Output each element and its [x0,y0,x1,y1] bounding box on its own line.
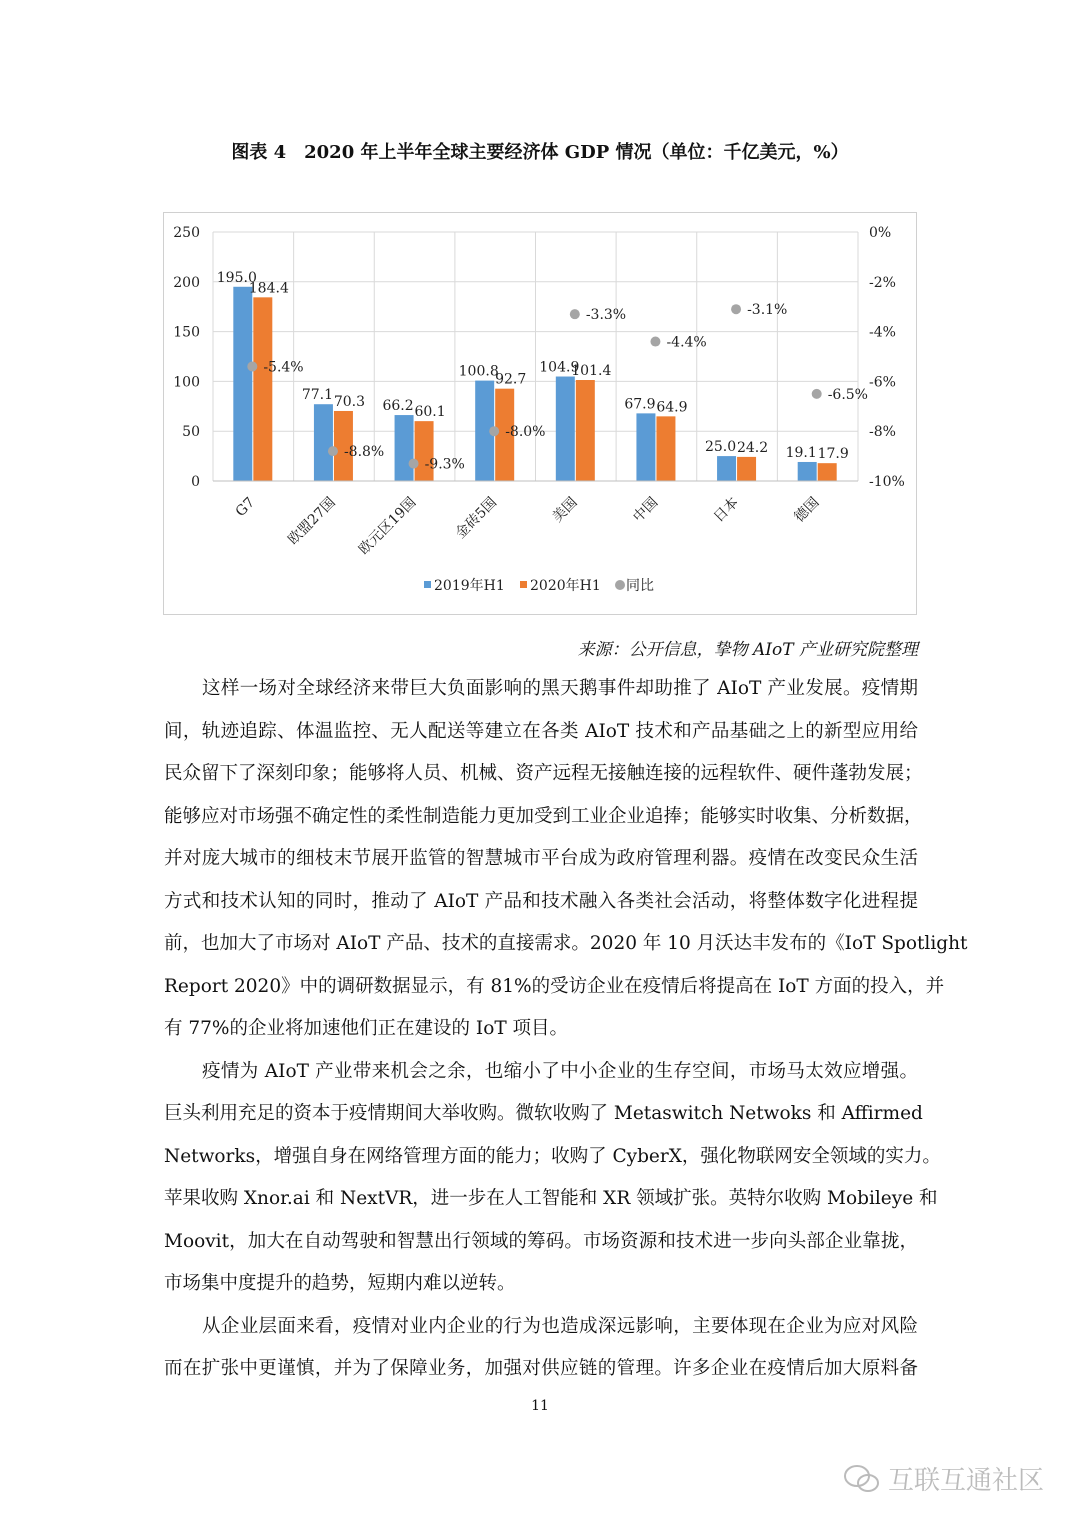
bar-value-label: 60.1 [414,404,446,421]
legend-marker [520,581,527,588]
paragraph-line: 这样一场对全球经济来带巨大负面影响的黑天鹅事件却助推了 AIoT 产业发展。疫情期 [202,678,918,699]
bar-value-label: 100.8 [458,363,499,380]
legend-marker [424,581,431,588]
category-label: 欧盟27国 [285,494,339,549]
yoy-point [650,337,660,347]
bar-value-label: 19.1 [785,444,817,461]
left-tick-label: 200 [173,274,200,291]
paragraph-line: Moovit，加大在自动驾驶和智慧出行领域的筹码。市场资源和技术进一步向头部企业靠拢， [164,1230,918,1252]
category-label: 欧元区19国 [355,494,420,559]
yoy-point [247,361,257,371]
legend-label: 同比 [626,578,654,594]
category-label: 金砖5国 [452,494,501,542]
bar-value-label: 70.3 [333,393,366,410]
yoy-point [328,446,338,456]
yoy-value-label: -3.1% [747,302,788,319]
paragraph-line: 有 77%的企业将加速他们正在建设的 IoT 项目。 [164,1018,569,1039]
bar-2020h1 [253,297,272,481]
bar-value-label: 101.4 [571,363,612,380]
paragraph-line: 苹果收购 Xnor.ai 和 NextVR，进一步在人工智能和 XR 领域扩张。英特尔收购 Mobileye 和 [164,1188,938,1209]
bar-value-label: 195.0 [216,269,257,286]
gdp-chart [163,212,917,615]
bar-value-label: 77.1 [301,387,334,404]
bar-2020h1 [656,416,675,481]
yoy-value-label: -6.5% [827,386,868,403]
bar-value-label: 104.9 [539,359,580,376]
yoy-value-label: -5.4% [263,359,304,376]
figure-source: 来源：公开信息，挚物 AIoT 产业研究院整理 [577,640,918,660]
wechat-icon [842,1463,882,1495]
bar-value-label: 184.4 [248,280,289,297]
right-tick-label: 0% [869,225,892,241]
bar-2019h1 [798,462,817,481]
category-label: 德国 [791,494,823,526]
watermark-text: 互联互通社区 [887,1466,1044,1496]
bar-2020h1 [818,463,837,481]
bar-value-label: 66.2 [382,398,414,415]
paragraph-line: 方式和技术认知的同时，推动了 AIoT 产品和技术融入各类社会活动，将整体数字化进程提 [164,890,918,912]
left-tick-label: 50 [182,424,200,441]
right-tick-label: -2% [869,274,896,291]
bar-value-label: 64.9 [656,399,688,416]
bar-2019h1 [556,377,575,481]
bar-2020h1 [576,380,595,481]
category-label: 美国 [549,494,581,526]
paragraph-line: 前，也加大了市场对 AIoT 产品、技术的直接需求。2020 年 10 月沃达丰发布的《IoT Spotlight [164,933,968,954]
yoy-point [409,459,419,469]
bar-2019h1 [233,287,252,481]
yoy-point [570,309,580,319]
bar-2019h1 [314,404,333,481]
legend-marker [615,580,625,590]
legend-label: 2020年H1 [530,578,601,594]
paragraph-line: 而在扩张中更谨慎，并为了保障业务，加强对供应链的管理。许多企业在疫情后加大原料备 [164,1358,918,1379]
yoy-point [812,389,822,399]
bar-2019h1 [395,415,414,481]
paragraph-line: 间，轨迹追踪、体温监控、无人配送等建立在各类 AIoT 技术和产品基础之上的新型应用给 [164,720,918,742]
legend-label: 2019年H1 [434,578,505,594]
bar-value-label: 92.7 [495,371,527,388]
yoy-value-label: -8.0% [505,424,546,441]
bar-value-label: 25.0 [704,439,737,456]
paragraph-line: 从企业层面来看，疫情对业内企业的行为也造成深远影响，主要体现在企业为应对风险 [202,1315,918,1337]
paragraph-line: 并对庞大城市的细枝末节展开监管的智慧城市平台成为政府管理利器。疫情在改变民众生活 [164,848,918,869]
yoy-value-label: -8.8% [343,444,385,461]
bar-2019h1 [636,413,655,481]
bar-value-label: 17.9 [817,446,849,463]
left-tick-label: 150 [173,324,200,341]
left-tick-label: 0 [191,474,200,490]
yoy-point [489,426,499,436]
bar-2020h1 [737,457,756,481]
left-tick-label: 250 [173,225,200,241]
paragraph-line: 疫情为 AIoT 产业带来机会之余，也缩小了中小企业的生存空间，市场马太效应增强。 [202,1060,918,1082]
chart-svg [164,213,916,614]
watermark [842,1460,1044,1497]
category-label: G7 [232,494,259,521]
right-tick-label: -8% [869,424,896,441]
bar-2019h1 [717,456,736,481]
paragraph-line: 市场集中度提升的趋势，短期内难以逆转。 [164,1273,516,1294]
figure-title: 图表 4 2020 年上半年全球主要经济体 GDP 情况（单位：千亿美元，%） [231,142,849,163]
paragraph-line: Report 2020》中的调研数据显示，有 81%的受访企业在疫情后将提高在 IoT 方面的投入，并 [164,975,945,997]
category-label: 中国 [630,494,662,526]
left-tick-label: 100 [173,374,200,391]
body-text [164,668,968,1391]
yoy-value-label: -4.4% [666,334,707,351]
paragraph-line: 民众留下了深刻印象；能够将人员、机械、资产远程无接触连接的远程软件、硬件蓬勃发展； [164,763,923,784]
bar-value-label: 24.2 [736,439,769,456]
right-tick-label: -4% [869,324,896,341]
paragraph-line: Networks，增强自身在网络管理方面的能力；收购了 CyberX，强化物联网安全领域的实力。 [164,1145,941,1167]
yoy-value-label: -9.3% [424,456,465,473]
bar-value-label: 67.9 [624,396,656,413]
right-tick-label: -10% [869,474,905,490]
yoy-point [731,304,741,314]
paragraph-line: 能够应对市场强不确定性的柔性制造能力更加受到工业企业追捧；能够实时收集、分析数据， [164,805,923,827]
paragraph-line: 巨头利用充足的资本于疫情期间大举收购。微软收购了 Metaswitch Netwoks 和 Affirmed [164,1103,923,1124]
yoy-value-label: -3.3% [585,307,627,324]
page-number: 11 [531,1398,549,1414]
right-tick-label: -6% [869,374,896,391]
category-label: 日本 [710,494,742,526]
